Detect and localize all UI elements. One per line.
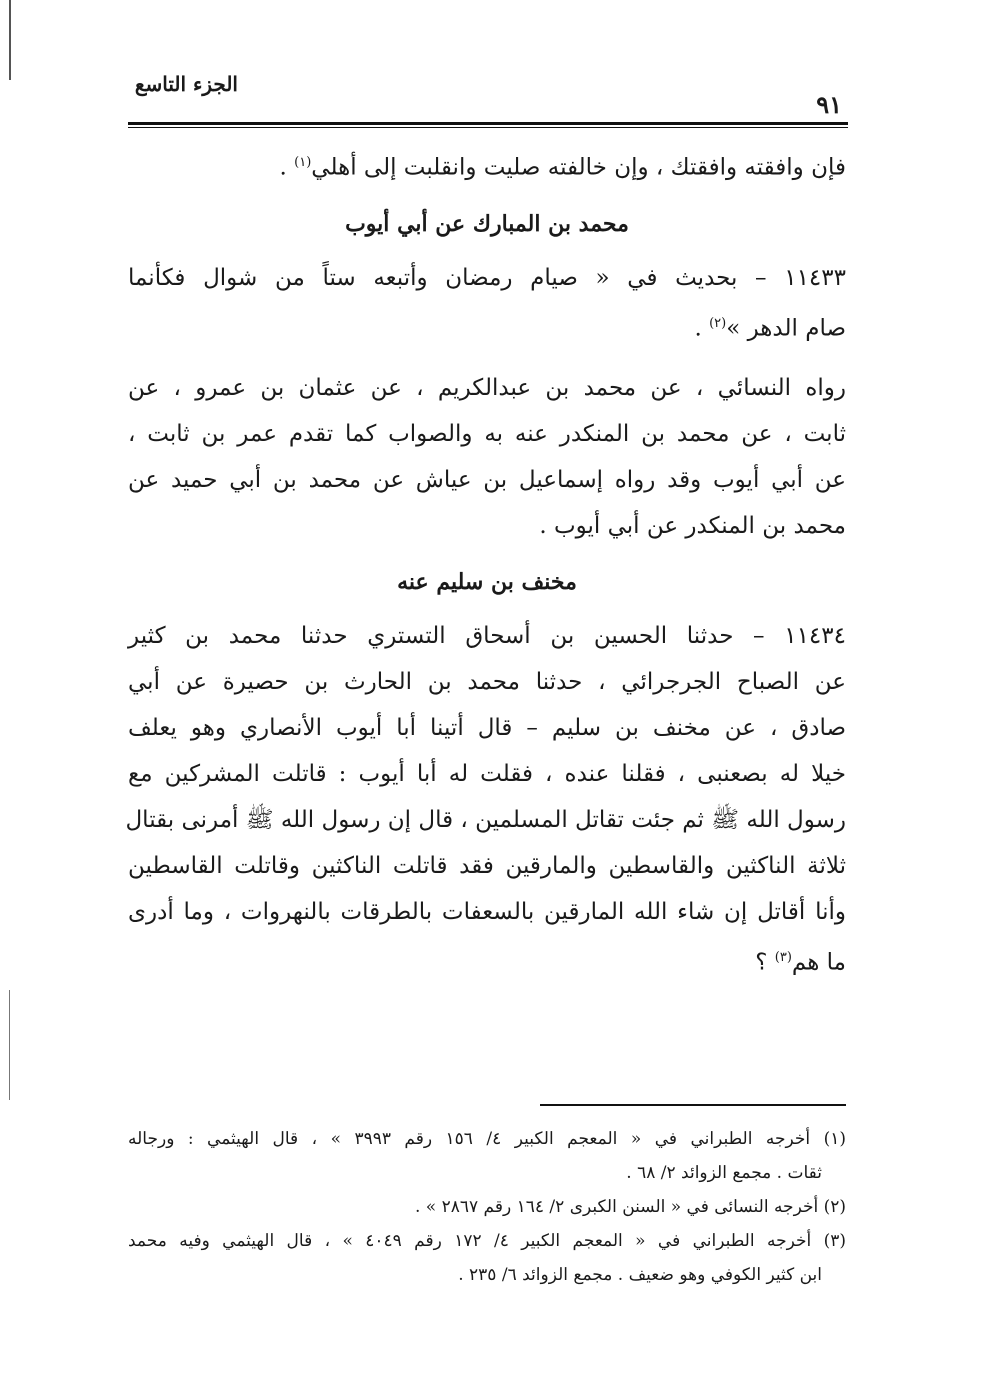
section-heading: محمد بن المبارك عن أبي أيوب <box>345 210 629 237</box>
footnote-line: ثقات . مجمع الزوائد ٢/ ٦٨ . <box>626 1163 822 1183</box>
footnote-separator <box>540 1104 846 1106</box>
page-number: ٩١ <box>816 90 842 119</box>
footnote-line: ابن كثير الكوفي وهو ضعيف . مجمع الزوائد ٦/ ٢٣٥ . <box>458 1265 822 1285</box>
hadith-1434-line: ١١٤٣٤ – حدثنا الحسين بن أسحاق التستري حدثنا محمد بن كثير <box>128 623 846 650</box>
hadith-1434-line: وأنا أقاتل إن شاء الله المارقين بالسعفات بالطرقات بالنهروات ، وما أدرى <box>128 899 846 926</box>
running-title: الجزء التاسع <box>134 72 238 96</box>
header-rule-thick <box>128 122 848 125</box>
hadith-1434-line: ثلاثة الناكثين والقاسطين والمارقين فقد قاتلت الناكثين وقاتلت القاسطين <box>128 853 846 880</box>
hadith-1433-line: صام الدهر »$^{(٢)}$ . <box>694 315 846 342</box>
hadith-1434-line: رسول الله ﷺ ثم جئت تقاتل المسلمين ، قال إن رسول الله ﷺ أمرنى بقتال <box>125 807 846 834</box>
paragraph-line: عن أبي أيوب وقد رواه إسماعيل بن عياش عن محمد بن أبي حميد عن <box>128 467 846 494</box>
main-text <box>125 140 846 986</box>
hadith-1434-line: ما هم$^{(٣)}$ ؟ <box>755 949 846 976</box>
footnote-line: (٢) أخرجه النسائى في « السنن الكبرى ٢/ ١٦٤ رقم ٢٨٦٧ » . <box>414 1197 846 1217</box>
hadith-1434-line: خيلا له بصعنبى ، فقلنا عنده ، فقلت له أبا أيوب : قاتلت المشركين مع <box>128 761 846 788</box>
page-edge-line <box>9 0 11 80</box>
paragraph-line: ثابت ، عن محمد بن المنكدر عنه به والصواب كما تقدم عمر بن ثابت ، <box>128 421 846 448</box>
footnote-ref: (٣) <box>774 950 792 966</box>
section-heading: مخنف بن سليم عنه <box>397 569 577 596</box>
footnote-line: (٣) أخرجه الطبراني في « المعجم الكبير ٤/ ١٧٢ رقم ٤٠٤٩ » ، قال الهيثمي وفيه محمد <box>128 1231 846 1251</box>
paragraph-line: محمد بن المنكدر عن أبي أيوب . <box>539 513 846 540</box>
footnote-ref: (١) <box>294 155 312 170</box>
page-header <box>128 70 848 126</box>
text-line: فإن وافقته وافقتك ، وإن خالفته صليت وانقلبت إلى أهلي$^{(١)}$ . <box>279 154 846 181</box>
footnote-line: (١) أخرجه الطبراني في « المعجم الكبير ٤/ ١٥٦ رقم ٣٩٩٣ » ، قال الهيثمي : ورجاله <box>128 1129 846 1149</box>
footnote-ref: (٢) <box>709 315 727 331</box>
hadith-1433-line: ١١٤٣٣ – بحديث في « صيام رمضان وأتبعه ستاً من شوال فكأنما <box>128 264 846 291</box>
hadith-1434-line: صادق ، عن مخنف بن سليم – قال أتينا أبا أيوب الأنصاري وهو يعلف <box>128 715 846 742</box>
header-rule-thin <box>128 127 848 128</box>
hadith-1434-line: عن الصباح الجرجرائي ، حدثنا محمد بن الحارث بن حصيرة عن أبي <box>128 669 846 696</box>
footnotes <box>128 1122 846 1292</box>
page-edge-line-lower <box>9 990 10 1100</box>
paragraph-line: رواه النسائي ، عن محمد بن عبدالكريم ، عن عثمان بن عمرو ، عن <box>128 375 846 402</box>
